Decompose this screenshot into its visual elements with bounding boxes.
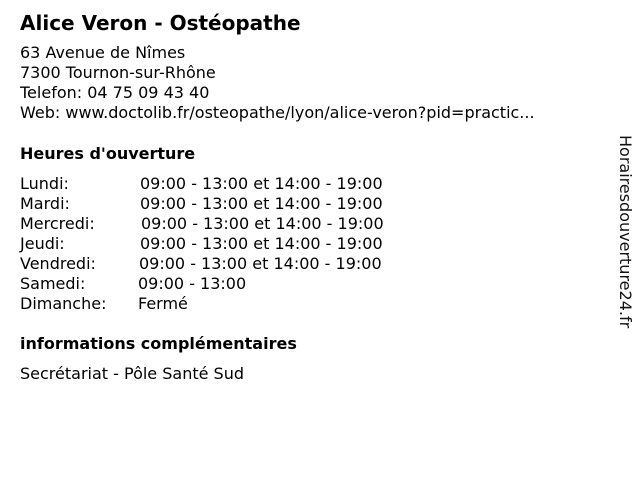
day-label: Lundi: [20,174,69,193]
site-watermark: Horairesdouverture24.fr [616,135,635,329]
hours-value: 09:00 - 13:00 et 14:00 - 19:00 [139,254,382,273]
business-title: Alice Veron - Ostéopathe [20,11,301,35]
hours-value: 09:00 - 13:00 et 14:00 - 19:00 [141,214,384,233]
hours-value: 09:00 - 13:00 [138,274,247,293]
hours-value: Fermé [138,294,188,313]
info-text: Secrétariat - Pôle Santé Sud [20,364,244,383]
city-address: 7300 Tournon-sur-Rhône [20,63,216,82]
day-label: Jeudi: [20,234,65,253]
hours-heading: Heures d'ouverture [20,144,196,163]
info-heading: informations complémentaires [20,334,297,353]
hours-value: 09:00 - 13:00 et 14:00 - 19:00 [140,174,383,193]
website-link[interactable]: Web: www.doctolib.fr/osteopathe/lyon/alice-veron?pid=practic... [20,103,535,122]
phone-number: Telefon: 04 75 09 43 40 [20,83,210,102]
day-label: Samedi: [20,274,86,293]
hours-value: 09:00 - 13:00 et 14:00 - 19:00 [140,194,383,213]
address-block [20,43,535,123]
day-label: Dimanche: [20,294,107,313]
hours-value: 09:00 - 13:00 et 14:00 - 19:00 [140,234,383,253]
day-label: Mardi: [20,194,70,213]
day-label: Mercredi: [20,214,95,233]
day-label: Vendredi: [20,254,96,273]
street-address: 63 Avenue de Nîmes [20,43,186,62]
